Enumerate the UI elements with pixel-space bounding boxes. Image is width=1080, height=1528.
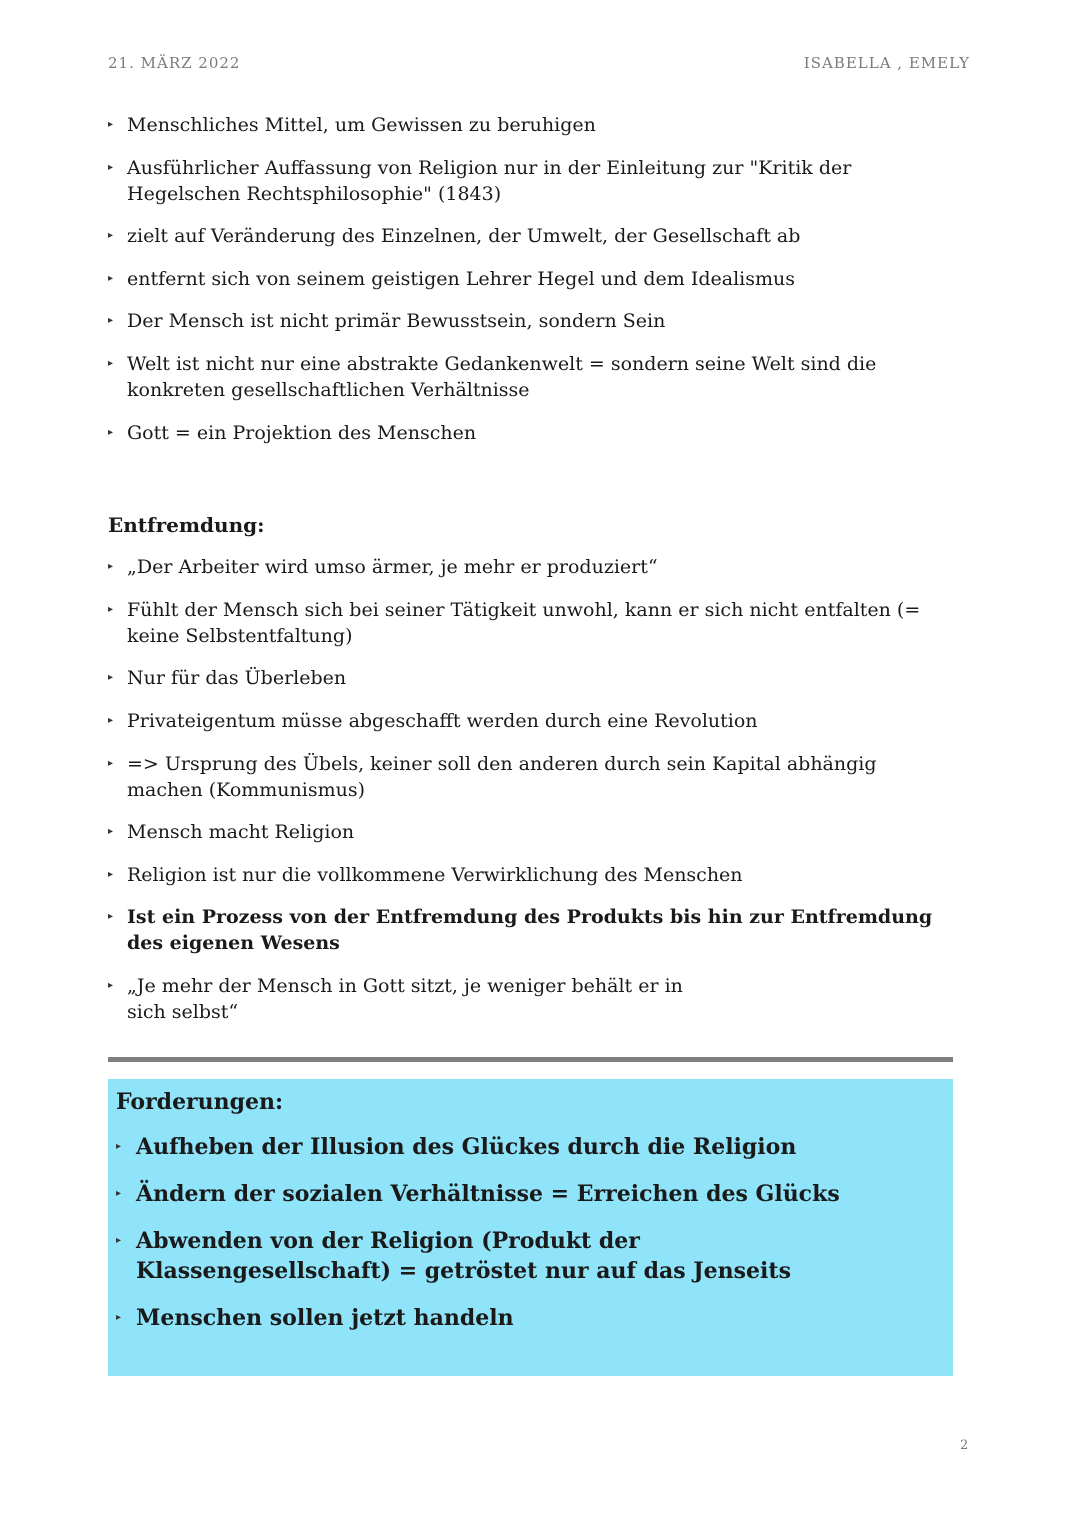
bullet-icon: ▸ bbox=[116, 1141, 122, 1152]
list-item: ▸ Ändern der sozialen Verhältnisse = Erreichen des Glücks bbox=[116, 1181, 840, 1207]
list-item: ▸ zielt auf Veränderung des Einzelnen, der Umwelt, der Gesellschaft ab bbox=[108, 225, 801, 248]
list-item: ▸ Mensch macht Religion bbox=[108, 821, 355, 844]
section-divider bbox=[108, 1057, 953, 1062]
list-item: ▸ „Je mehr der Mensch in Gott sitzt, je weniger behält er in sich selbst“ bbox=[108, 974, 683, 1023]
bullet-icon: ▸ bbox=[108, 868, 114, 880]
page-header bbox=[108, 54, 970, 72]
header-date: 21. MÄRZ 2022 bbox=[108, 54, 241, 72]
forderungen-box bbox=[108, 1079, 953, 1376]
list-item: ▸ Menschen sollen jetzt handeln bbox=[116, 1305, 514, 1331]
intro-list bbox=[108, 112, 953, 446]
bullet-icon: ▸ bbox=[108, 119, 114, 130]
list-item: ▸ Ausführlicher Auffassung von Religion nur in der Einleitung zur "Kritik der Hegelschen Rechtsphilosophie" (1843) bbox=[108, 156, 852, 205]
bullet-icon: ▸ bbox=[108, 272, 114, 284]
bullet-icon: ▸ bbox=[108, 161, 114, 173]
bullet-icon: ▸ bbox=[116, 1188, 122, 1199]
bullet-icon: ▸ bbox=[108, 911, 114, 923]
list-item: ▸ Welt ist nicht nur eine abstrakte Gedankenwelt = sondern seine Welt sind die konkreten gesellschaftlichen Verhältnisse bbox=[108, 352, 877, 401]
bullet-icon: ▸ bbox=[108, 315, 114, 327]
bullet-icon: ▸ bbox=[116, 1235, 122, 1246]
page-content bbox=[108, 112, 953, 1042]
list-item: ▸ Gott = ein Projektion des Menschen bbox=[108, 421, 477, 444]
bullet-icon: ▸ bbox=[108, 757, 114, 769]
entfremdung-heading: Entfremdung: bbox=[108, 513, 265, 538]
bullet-icon: ▸ bbox=[108, 426, 114, 438]
list-item: ▸ Abwenden von der Religion (Produkt der Klassengesellschaft) = getröstet nur auf das Jenseits bbox=[116, 1228, 791, 1284]
bullet-icon: ▸ bbox=[108, 714, 114, 726]
header-authors: ISABELLA , EMELY bbox=[803, 54, 970, 72]
bullet-icon: ▸ bbox=[108, 561, 114, 573]
list-item: ▸ Privateigentum müsse abgeschafft werden durch eine Revolution bbox=[108, 709, 758, 732]
bullet-icon: ▸ bbox=[108, 826, 114, 838]
bullet-icon: ▸ bbox=[108, 357, 114, 369]
list-item: ▸ => Ursprung des Übels, keiner soll den anderen durch sein Kapital abhängig machen (Kommunismus) bbox=[108, 752, 877, 801]
list-item: ▸ Aufheben der Illusion des Glückes durch die Religion bbox=[116, 1134, 797, 1160]
page-number: 2 bbox=[960, 1438, 969, 1453]
list-item: ▸ entfernt sich von seinem geistigen Lehrer Hegel und dem Idealismus bbox=[108, 267, 795, 290]
list-item: ▸ Der Mensch ist nicht primär Bewusstsein, sondern Sein bbox=[108, 310, 666, 333]
list-item: ▸ Nur für das Überleben bbox=[108, 667, 347, 690]
list-item: ▸ Menschliches Mittel, um Gewissen zu beruhigen bbox=[108, 114, 596, 136]
bullet-icon: ▸ bbox=[108, 979, 114, 991]
list-item: ▸ Religion ist nur die vollkommene Verwirklichung des Menschen bbox=[108, 863, 743, 886]
list-item: ▸ „Der Arbeiter wird umso ärmer, je mehr er produziert“ bbox=[108, 556, 658, 579]
forderungen-heading: Forderungen: bbox=[116, 1089, 284, 1115]
bullet-icon: ▸ bbox=[108, 672, 114, 684]
bullet-icon: ▸ bbox=[108, 230, 114, 242]
entfremdung-list bbox=[108, 554, 953, 1025]
bullet-icon: ▸ bbox=[108, 603, 114, 615]
list-item: ▸ Fühlt der Mensch sich bei seiner Tätigkeit unwohl, kann er sich nicht entfalten (= keine Selbstentfaltung) bbox=[108, 598, 921, 647]
bullet-icon: ▸ bbox=[116, 1312, 122, 1323]
list-item: ▸ Ist ein Prozess von der Entfremdung des Produkts bis hin zur Entfremdung des eigenen Wesens bbox=[108, 906, 933, 955]
forderungen-list bbox=[116, 1132, 945, 1333]
